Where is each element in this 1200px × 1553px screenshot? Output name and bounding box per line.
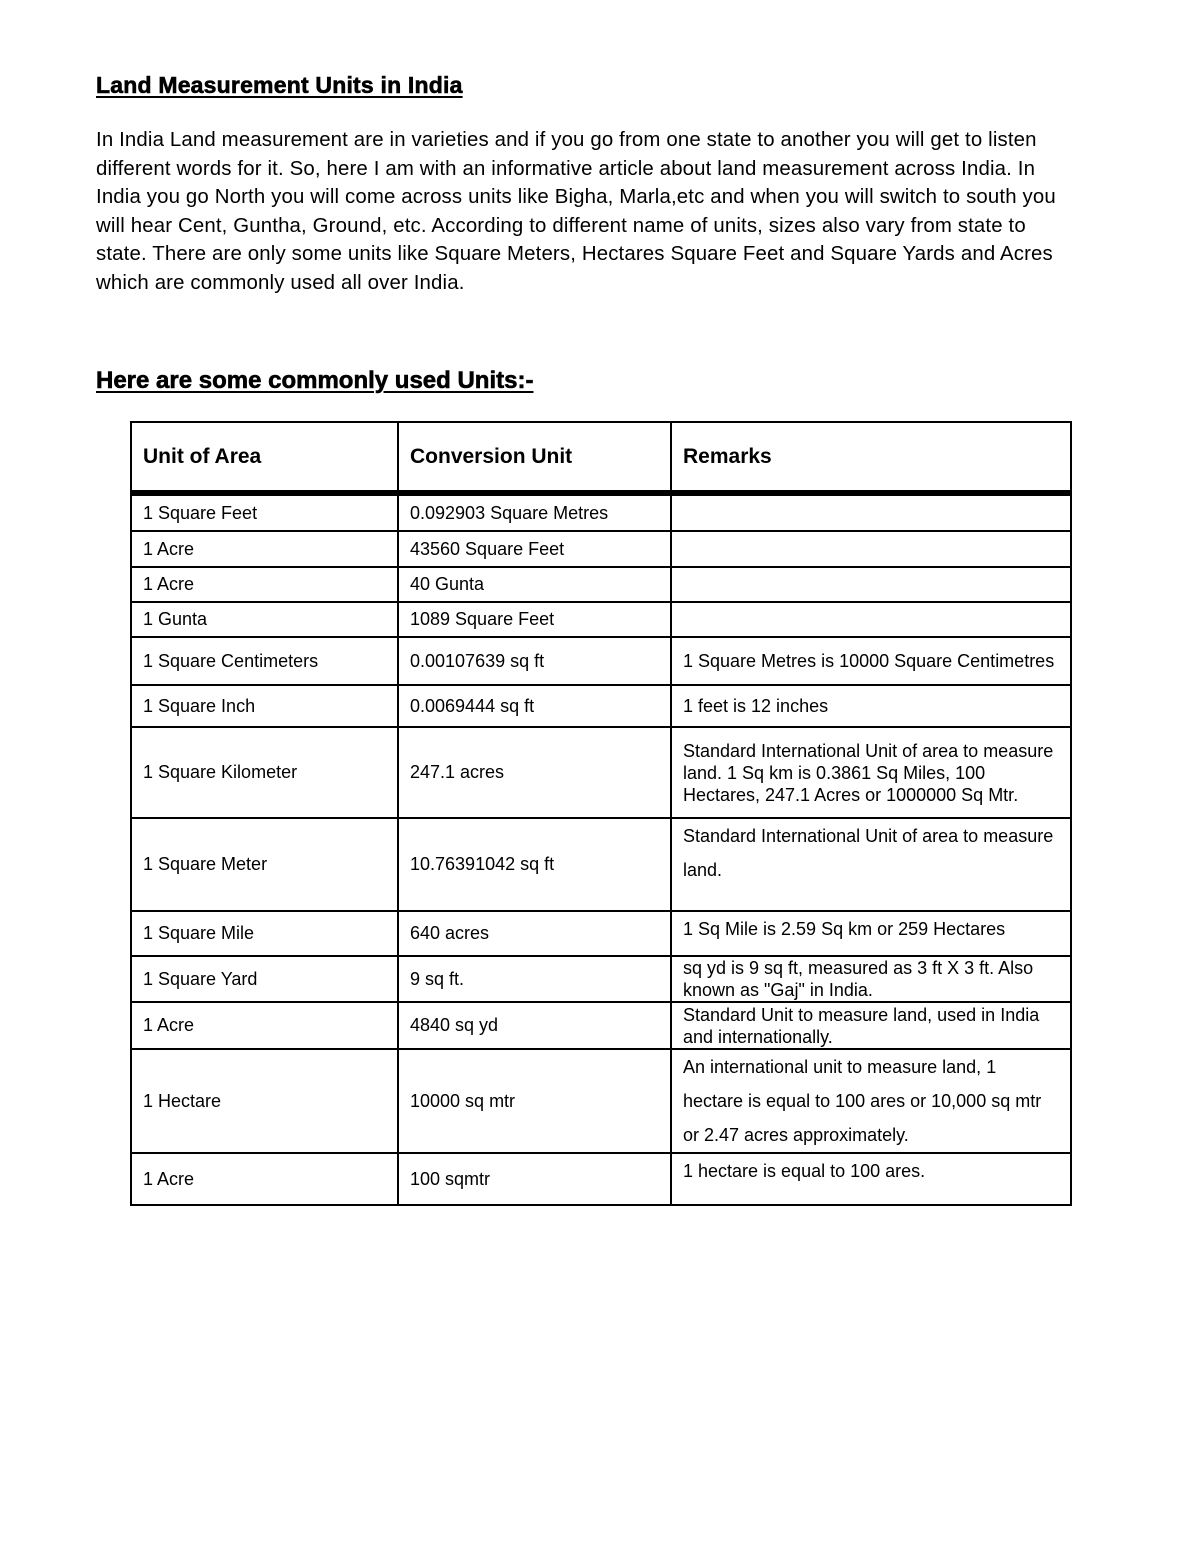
- unit-cell: 1 Acre: [131, 531, 398, 567]
- conversion-cell: 10.76391042 sq ft: [398, 818, 671, 911]
- table-row: [131, 567, 1071, 602]
- unit-cell: 1 Hectare: [131, 1049, 398, 1153]
- remarks-cell: sq yd is 9 sq ft, measured as 3 ft X 3 ft. Also known as "Gaj" in India.: [671, 956, 1071, 1002]
- conversion-cell: 10000 sq mtr: [398, 1049, 671, 1153]
- conversion-cell: 4840 sq yd: [398, 1002, 671, 1049]
- table-row: [131, 818, 1071, 911]
- table-row: [131, 911, 1071, 956]
- remarks-cell: 1 hectare is equal to 100 ares.: [671, 1153, 1071, 1205]
- header-remarks: Remarks: [671, 422, 1071, 493]
- table-header-row: [131, 422, 1071, 493]
- conversion-cell: 640 acres: [398, 911, 671, 956]
- unit-cell: 1 Square Feet: [131, 493, 398, 531]
- remarks-cell: [671, 531, 1071, 567]
- conversion-cell: 0.092903 Square Metres: [398, 493, 671, 531]
- table-row: [131, 956, 1071, 1002]
- table-row: [131, 493, 1071, 531]
- unit-cell: 1 Square Kilometer: [131, 727, 398, 818]
- table-row: [131, 602, 1071, 637]
- conversion-cell: 247.1 acres: [398, 727, 671, 818]
- remarks-cell: 1 feet is 12 inches: [671, 685, 1071, 727]
- table-row: [131, 531, 1071, 567]
- unit-cell: 1 Square Meter: [131, 818, 398, 911]
- table-row: [131, 727, 1071, 818]
- unit-cell: 1 Acre: [131, 1153, 398, 1205]
- header-unit-of-area: Unit of Area: [131, 422, 398, 493]
- unit-cell: 1 Square Yard: [131, 956, 398, 1002]
- remarks-cell: Standard Unit to measure land, used in India and internationally.: [671, 1002, 1071, 1049]
- table-row: [131, 1153, 1071, 1205]
- conversion-cell: 0.0069444 sq ft: [398, 685, 671, 727]
- unit-cell: 1 Gunta: [131, 602, 398, 637]
- unit-cell: 1 Square Mile: [131, 911, 398, 956]
- remarks-cell: [671, 602, 1071, 637]
- section-heading: Here are some commonly used Units:-: [96, 367, 534, 394]
- remarks-cell: 1 Square Metres is 10000 Square Centimetres: [671, 637, 1071, 685]
- conversion-cell: 0.00107639 sq ft: [398, 637, 671, 685]
- unit-cell: 1 Square Centimeters: [131, 637, 398, 685]
- remarks-cell: [671, 567, 1071, 602]
- conversion-cell: 40 Gunta: [398, 567, 671, 602]
- table-row: [131, 1049, 1071, 1153]
- conversion-cell: 1089 Square Feet: [398, 602, 671, 637]
- units-table: [130, 421, 1072, 1206]
- conversion-cell: 43560 Square Feet: [398, 531, 671, 567]
- unit-cell: 1 Acre: [131, 1002, 398, 1049]
- document-title: Land Measurement Units in India: [96, 72, 463, 98]
- remarks-cell: [671, 493, 1071, 531]
- table-row: [131, 1002, 1071, 1049]
- unit-cell: 1 Acre: [131, 567, 398, 602]
- table-row: [131, 685, 1071, 727]
- table-row: [131, 637, 1071, 685]
- remarks-cell: 1 Sq Mile is 2.59 Sq km or 259 Hectares: [671, 911, 1071, 956]
- conversion-cell: 9 sq ft.: [398, 956, 671, 1002]
- intro-paragraph: In India Land measurement are in varieties and if you go from one state to another you will get to listen different words for it. So, here I am with an informative article about land measurement across India. In India you go North you will come across units like Bigha, Marla,etc and when you will switch to south you will hear Cent, Guntha, Ground, etc. According to different name of units, sizes also vary from state to state. There are only some units like Square Meters, Hectares Square Feet and Square Yards and Acres which are commonly used all over India.: [96, 129, 1056, 294]
- remarks-cell: Standard International Unit of area to measure land. 1 Sq km is 0.3861 Sq Miles, 100 Hectares, 247.1 Acres or 1000000 Sq Mtr.: [671, 727, 1071, 818]
- remarks-cell: Standard International Unit of area to measure land.: [671, 818, 1071, 911]
- remarks-cell: An international unit to measure land, 1 hectare is equal to 100 ares or 10,000 sq mtr or 2.47 acres approximately.: [671, 1049, 1071, 1153]
- header-conversion-unit: Conversion Unit: [398, 422, 671, 493]
- conversion-cell: 100 sqmtr: [398, 1153, 671, 1205]
- unit-cell: 1 Square Inch: [131, 685, 398, 727]
